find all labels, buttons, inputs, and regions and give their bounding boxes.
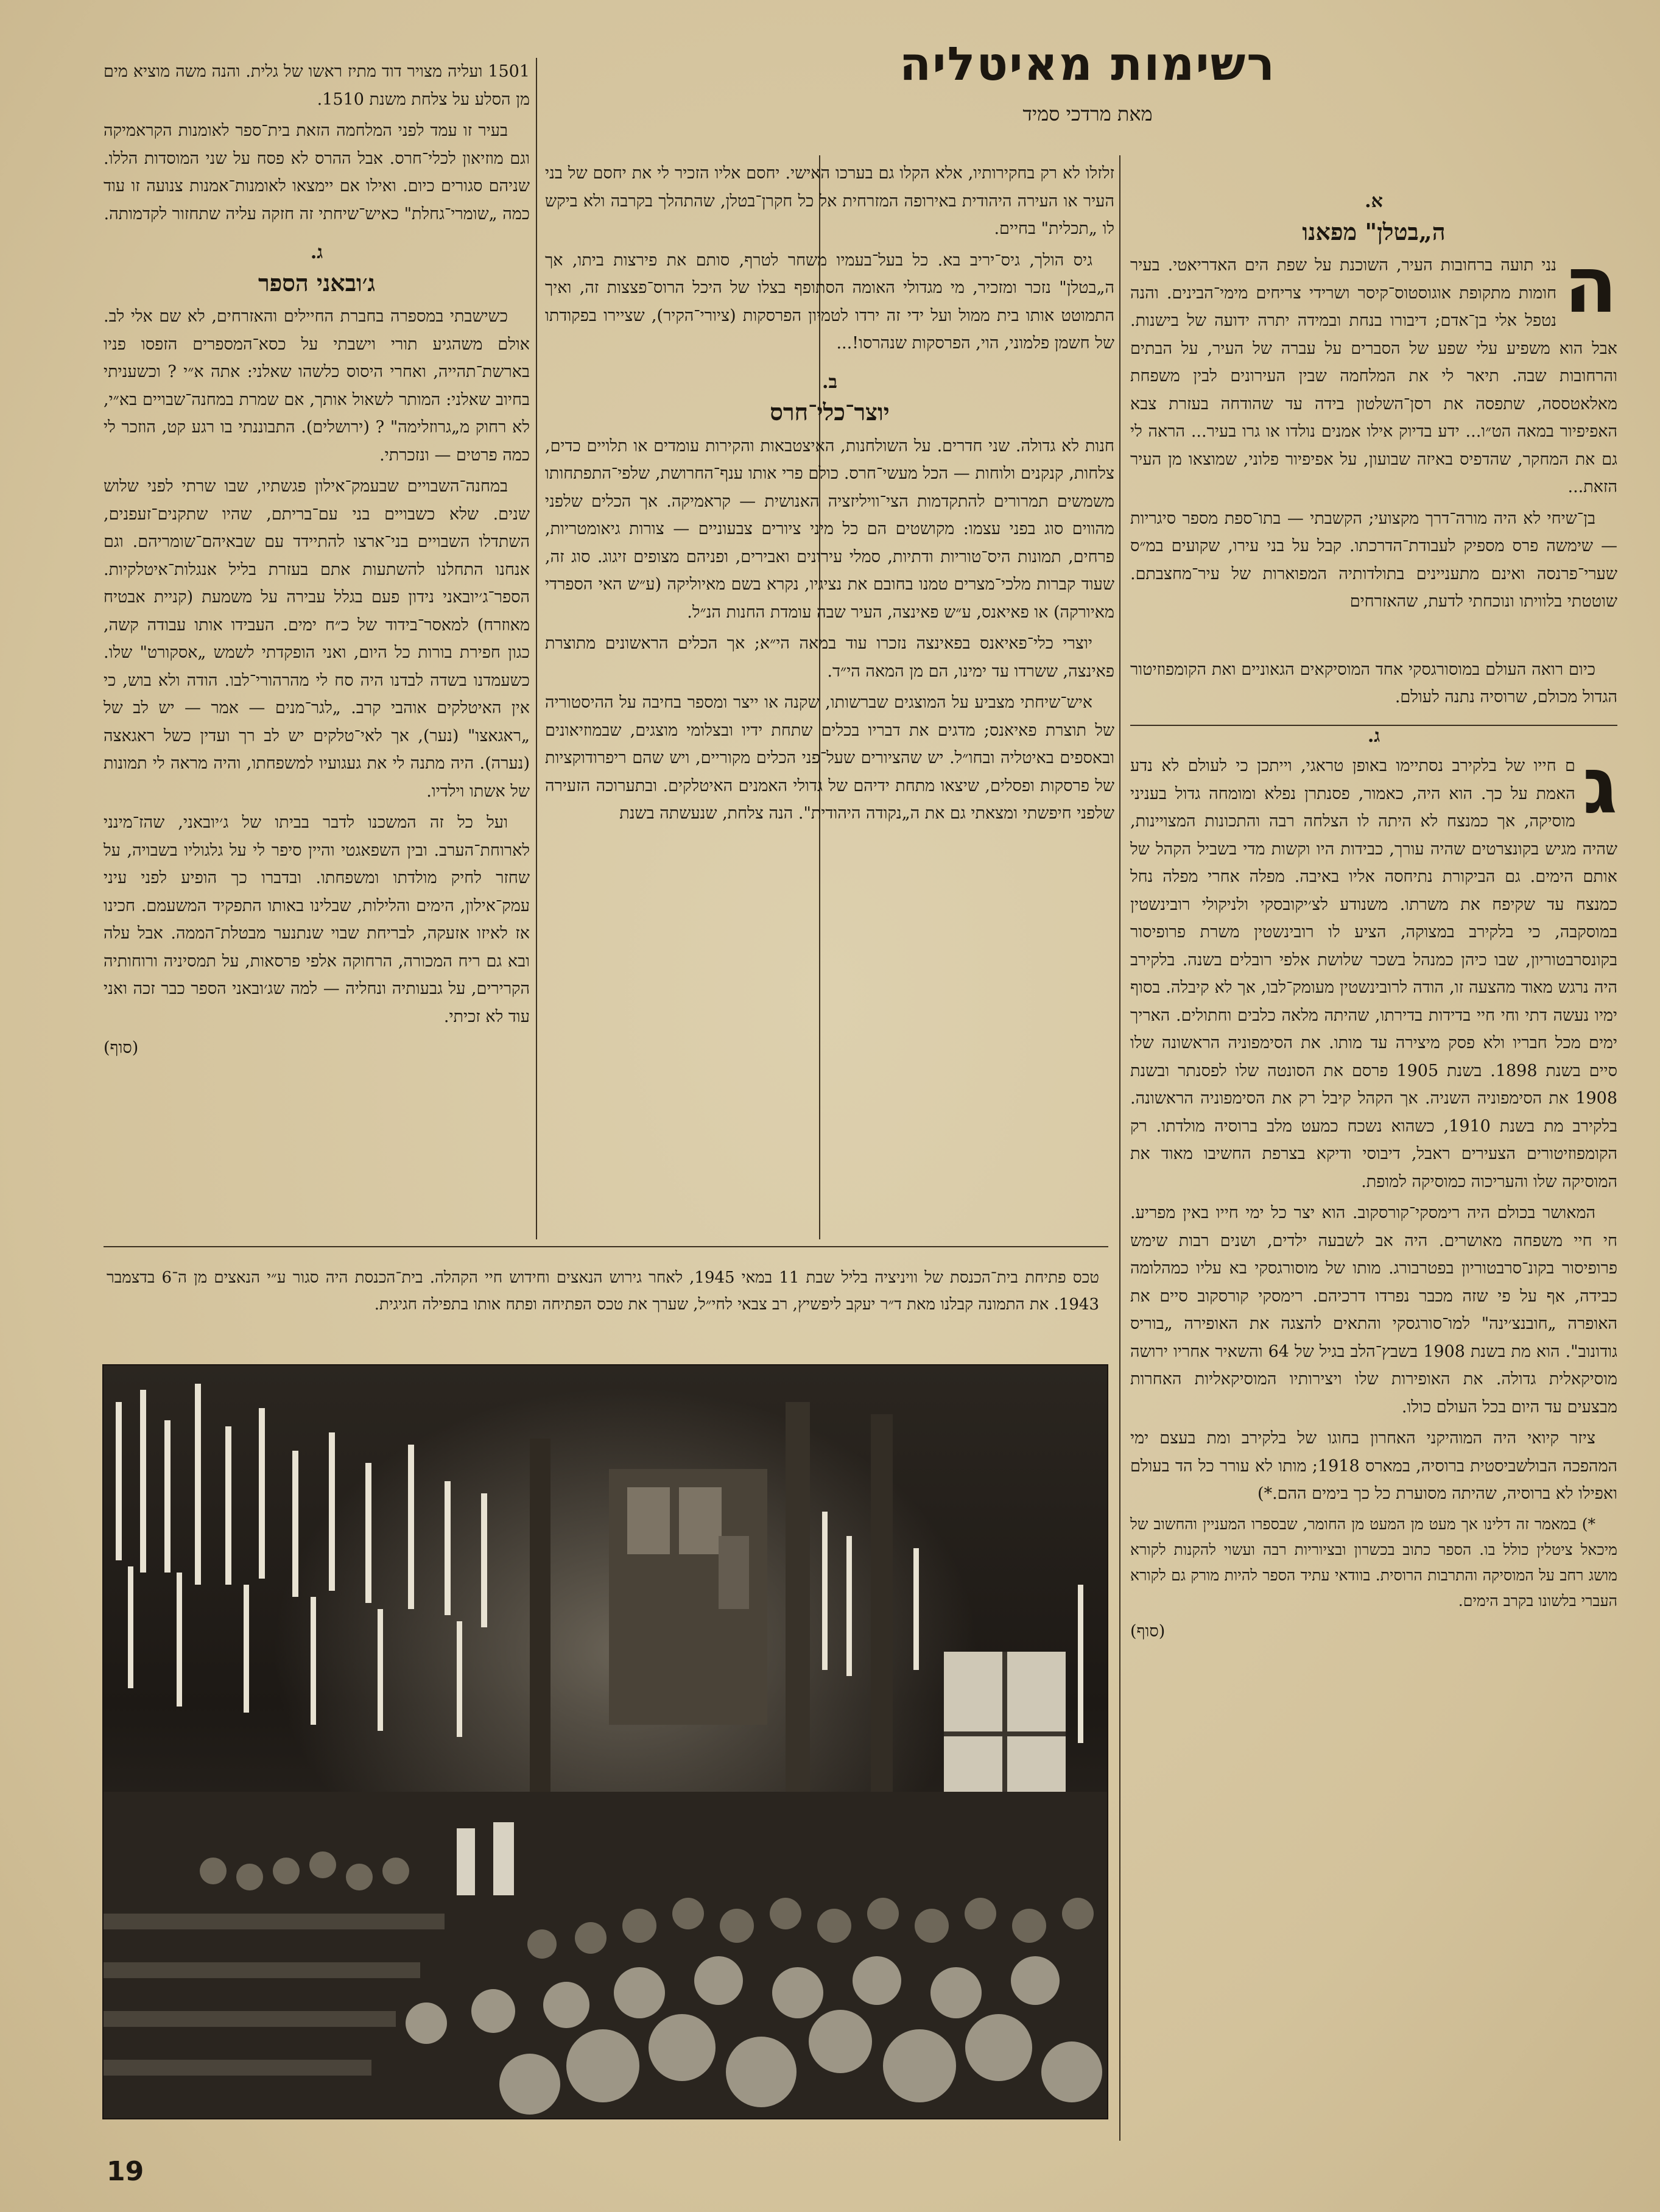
column-left xyxy=(104,58,530,1066)
column-right xyxy=(1130,177,1617,1649)
paragraph: במחנה־השבויים שבעמק־אילון פגשתיו, שבו שרתי לפני שלוש שנים. שלא כשבויים בני עם־בריתם, שהיו שתקנים־זעפנים, השתדלו השבויים בני־ארצו להתיידד עם שבאיהם־שומריהם. וגם אנחנו התחלנו להשתעות אתם בעזרת בליל אנגלות־איטלקיות. הספר־ג׳יובאני נידון פעם בגלל עבירה על משמעת (קניית אבטיח מאוזרח) למאסר־בידוד של כ״ח ימים. העבידו אותו עבודה קשה, כגון חפירת בורות כל היום, ואני הופקדתי לשמש „אסקורט" שלו. כשעמדנו בשדה לבדנו היה סח לי מהרהורי־לבו. הודה ולא בוש, כי אין האיטלקים אוהבי קרב. „לגר־מנים — אמר — יש לב של „ראגאצו" (נער), אך לאי־טלקים יש לב רך ועדין כשל ראגאצה (נערה). היה מתנה לי את געגועיו למשפחתו, והיה מראה לי תמונות של אשתו וילדיו. xyxy=(104,477,530,801)
end-mark: (סוף) xyxy=(104,1038,139,1057)
column-middle xyxy=(545,160,1114,831)
paragraph: יוצרי כלי־פאיאנס בפאינצה נזכרו עוד במאה הי״א; אך הכלים הראשונים מתוצרת פאינצה, ששרדו עד ימינו, הם מן המאה הי״ד. xyxy=(545,634,1114,681)
footnote: *) במאמר זה דלינו אך מעט מן המעט מן החומר, שבספרו המעניין והחשוב של מיכאל ציטלין כולל בו. הספר כתוב בכשרון ובציוריות רבה ועשוי להקנות לקורא מושג רחב על המוסיקה והתרבות הרוסית. בוודאי עתיד הספר להיות מורק גם לקורא העברי בלשונו בקרב הימים. xyxy=(1130,1515,1617,1610)
paragraph: איש־שיחתי מצביע על המוצגים שברשותו, שקנה או ייצר ומספר בחיבה על ההיסטוריה של תוצרת פאיאנס; מדגים את דבריו בכלים שתחת ידיו ובצלומי מוצגים, שבמוזיאונים ובאספים באיטליה ובחו״ל. יש שהציורים שעל־פני הכלים מקוריים, ויש שהם ריפרודוקציות של פרסקות ופסלים, שיצאו מתחת ידיהם של גדולי האמנים האיטלקים. ובתערוכה הזעירה שלפני חיפשתי ומצאתי גם את ה„נקודה היהודית". הנה צלחת, שנעשתה בשנת xyxy=(545,693,1114,823)
photo-caption: טכס פתיחת בית־הכנסת של וויניציה בליל שבת 11 במאי 1945, לאחר גירוש הנאצים וחידוש חיי הקהלה. בית־הכנסת היה סגור ע״י הנאצים מן ה־6 בדצמבר 1943. את התמונה קבלנו מאת ד״ר יעקב ליפשיץ, רב צבאי לחי״ל, שערך את טכס הפתיחה ופתח אותו בתפילה חגיגית. xyxy=(107,1269,1099,1314)
section-number-g: ג. xyxy=(310,242,323,263)
paragraph: גיס הולך, גיס־יריב בא. כל בעל־בעמיו משחר לטרף, סותם את פירצות ביתו, אך ה„בטלן" נזכר ומזכיר, מי מגדולי האומה הסתופף בצלו של היכל הרוס־פצצות זה, ואיך התמוטט אותו בית ממול ועל ידי זה ירדו לטמיון הפרסקות (ציורי־הקיר), שציירו בפקודתו של חשמן פלמוני, הוי, הפרסקות שנהרסו!... xyxy=(545,250,1114,353)
paragraph: כיום רואה העולם במוסורגסקי אחד המוסיקאים הגאוניים ואת הקומפוזיטור הגדול מכולם, שרוסיה נתנה לעולם. xyxy=(1130,660,1617,706)
drop-cap: ה xyxy=(1564,240,1617,331)
section-number-a: א. xyxy=(1365,191,1383,212)
paragraph: ועל כל זה המשכנו לדבר בביתו של ג׳יובאני, שהז־מינני לארוחת־הערב. ובין השפאגטי והיין סיפר לי על גלגוליו בשבויה, על שחזר לחיק מולדתו ומשפחתו. ובדברו כך הופיע לפני עיני עמק־אילון, הימים והלילות, שבלינו באותו התפקיד המשעמם. חכינו אז לאיזו אזעקה, לבריחת שבוי שנתנער מבטלת־הממה. אבל עלה ובא גם ריח המכורה, הרחוקה אלפי פרסאות, על תמסיניה ורוחותיה הקרירים, על גבעותיה ונחליה — למה שג׳ובאני הספר כבר זכה ואני עוד לא זכיתי. xyxy=(104,813,530,1026)
section-number-g: ג. xyxy=(1367,725,1380,747)
section-divider xyxy=(104,1246,1108,1247)
article-author: מאת מרדכי סמיד xyxy=(1022,102,1153,125)
paragraph: בעיר זו עמד לפני המלחמה הזאת בית־ספר לאומנות הקראמיקה וגם מוזיאון לכלי־חרס. אבל ההרס לא פסח על שני המוסדות הללו. שניהם סגורים כיום. ואילו אם יימצאו לאומנות־אמנות צנועה זו עוד כמה „שומרי־גחלת" כאיש־שיחתי זה חזקה עליה שתחזור לקדמותה. xyxy=(104,121,530,224)
paragraph: זלזלו לא רק בחקירותיו, אלא הקלו גם בערכו האישי. יחסם אליו הזכיר לי את יחסם של בני העיר או העירה היהודית באירופה המזרחית אל כל חקרן־בטלן, שהתהלך בקרבה ולא ביקש לו „תכלית" בחיים. xyxy=(545,164,1114,238)
paragraph: כשישבתי במספרה בחברת החיילים והאזרחים, לא שם אלי לב. אולם משהגיע תורי וישבתי על כסא־המספרים הזפסו פניו בארשת־תהייה, ואחרי היסוס כלשהו שאלני: אתה א״י ? וכשעניתי בחיוב שאלני: המותר לשאול אותך, אם שמרת במחנה־שבויים בא״י, לא רחוק מ„גרוזלימה" ? (ירושלים). התבוננתי בו רגע קט, הוזכר לי כמה פרטים — ונזכרתי. xyxy=(104,307,530,465)
section-title-batlan: ה„בטלן" מפאנו xyxy=(1302,217,1446,245)
paragraph: 1501 ועליה מצויר דוד מתיז ראשו של גלית. והנה משה מוציא מים מן הסלע על צלחת משנת 1510. xyxy=(104,62,530,109)
column-divider xyxy=(1119,155,1120,2141)
paragraph: המאושר בכולם היה רימסקי־קורסקוב. הוא יצר כל ימי חייו באין מפריע. חי חיי משפחה מאושרים. היה אב לשבעה ילדים, ושנים רבות שימש פרופיסור בקונ־סרבטוריון בפטרבורג. מותו של מוסורגסקי בא עליו כמהלומה כבידה, אף על פי שזה מכבר נפרדו דרכיהם. רימסקי קורסקוב סיים את האופרה „חובנצ׳ינה" למו־סורגסקי והתאים להצגה את האופירה „בוריס גודונוב". הוא מת בשנת 1908 בשבץ־הלב בגיל של 64 והשאיר אחריו ירושה מוסיקאלית גדולה. את האופירות שלו ויצירותיו המוסיקאליות האחרות מבצעים עד היום בכל העולם כולו. xyxy=(1130,1203,1617,1417)
paragraph: ציזר קיואי היה המוהיקני האחרון בחוגו של בלקירב ומת בעצם ימי המהפכה הבולשביסטית ברוסיה, במארס 1918; מותו לא עורר כל הד בעולם ואפילו לא ברוסיה, שהיתה מסוערת כל כך בימים ההם.*) xyxy=(1130,1429,1617,1503)
paragraph: ג ם חייו של בלקירב נסתיימו באופן טראגי, וייתכן כי לעולם לא נדע האמת על כך. הוא היה, כאמור, פסנתרן נפלא ומומחה גדול בעניני מוסיקה, אך כמנצח לא היתה לו הצלחה רבה והתכונות המצויינות, שהיה מגיש בקונצרטים שהיה עורך, כבידות היו וקשות מדי בשביל הקהל של אותם הימים. גם הביקורת נתיחסה אליו באיבה. מפלה אחרי מפלה נחל כמנצח עד שקיפח את משרתו. משנודע לצ׳יקובסקי ולניקולי רובינשטין במוסקבה, כי בלקירב במצוקה, הציע לו רובינשטין משרת פרופיסור בקונסרבטוריון, שבו כיהן כמנהל בשכר שלושת אלפי רובלים בשנה. בלקירב היה נרגש מאוד מהצעה זו, הודה לרובינשטין מעומק־לבו, אך לא קיבלה. בסוף ימיו נעשה דתי וחי חיי בדידות בדירתו, שהיתה מלאה כלבים וחתולים. האריך ימים מכל חבריו ולא פסק מיצירה עד מותו. את הסימפוניה הראשונה שלו סיים בשנת 1898. בשנת 1905 פרסם את הסונטה שלו לפסנתר ובשנת 1908 את הסימפוניה השניה. אך הקהל קיבל רק את הסימפוניה הראשונה. בלקירב מת בשנת 1910, כשהוא נשכח כמעט מלב ברוסיה מולדתו. רק הקומפוזיטורים הצעירים ראבל, דיבוסי ודיקא בצרפת החשיבו מאוד את המוסיקה שלו והעריכוה כמוסיקה למופת. xyxy=(1130,741,1617,1191)
end-mark: (סוף) xyxy=(1130,1621,1166,1641)
article-title: רשימות מאיטליה xyxy=(899,37,1276,91)
section-number-b: ב. xyxy=(822,371,837,393)
section-title-potter: יוצר־כלי־חרס xyxy=(770,398,890,426)
paragraph: ה נני תועה ברחובות העיר, השוכנת על שפת הים האדריאטי. בעיר חומות מתקופת אוגוסטוס־קיסר ושרידי צריחים מימי־הבינים. והנה נטפל אלי בן־אדם; דיבורו בנחת ובמידה יתרה ידועה של בישנות. אבל הוא משפיע עלי שפע של הסברים על עברה של העיר, על הבתים והרחובות שבה. תיאר לי את המלחמה שבין העירונים לבין משפחת מאלאטססה, שתפסה את רסן־השלטון בידה עד שהודחה בעזרת צבא האפיפיור במאה הט״ו... ידע בדיוק אילו אמנים נולדו או גרו בעיר... הראה לי גם את המחקר, שהדפיס באיזה שבועון, על אפיפיור פלוני, שמוצאו מן העיר הזאת... xyxy=(1130,240,1617,496)
synagogue-photo xyxy=(102,1364,1108,2119)
page-number: 19 xyxy=(107,2156,144,2187)
paragraph: בן־שיחי לא היה מורה־דרך מקצועי; הקשבתי — בתו־ספת מספר סיגריות — שימשה פרס מספיק לעבודת־הדרכתו. קבל על בני עירו, שקועים במ״ס שערי־פרנסה ואינם מתעניינים בתולדותיה המפוארות של עיר־מחצבתם. שוטטתי בלוויתו ונוכחתי לדעת, שהאזרחים xyxy=(1130,509,1617,611)
crowd xyxy=(104,1792,1107,2118)
paragraph: חנות לא גדולה. שני חדרים. על השולחנות, האיצטבאות והקירות עומדים או תלויים כדים, צלחות, קנקנים ולוחות — הכל מעשי־חרס. כולם פרי אותו ענף־החרושת, שלפי־התפתחותו משמשים תמרורים להתקדמות הצי־וויליזציה האנושית — קראמיקה. אך הכלים שלפני מהווים סוג בפני עצמו: מקושטים הם כל מיני ציורים צבעוניים — צורות גיאומטריות, פרחים, תמונות היס־טוריות ודתיות, סמלי עירונים ואבירים, ופניהם מצופים זיגוג. סוג זה, שעוד קברות מלכי־מצרים טמנו בחובם את נציגיו, נקרא בשם מאיוליקה (ע״ש האי הספרדי מאיורקה) או פאיאנס, ע״ש פאינצה, העיר שבה עומדת החנות הנ״ל. xyxy=(545,436,1114,622)
section-title-giovanni: ג׳ובאני הספר xyxy=(258,269,376,297)
drop-cap: ג xyxy=(1582,741,1617,831)
column-divider xyxy=(536,58,537,1239)
